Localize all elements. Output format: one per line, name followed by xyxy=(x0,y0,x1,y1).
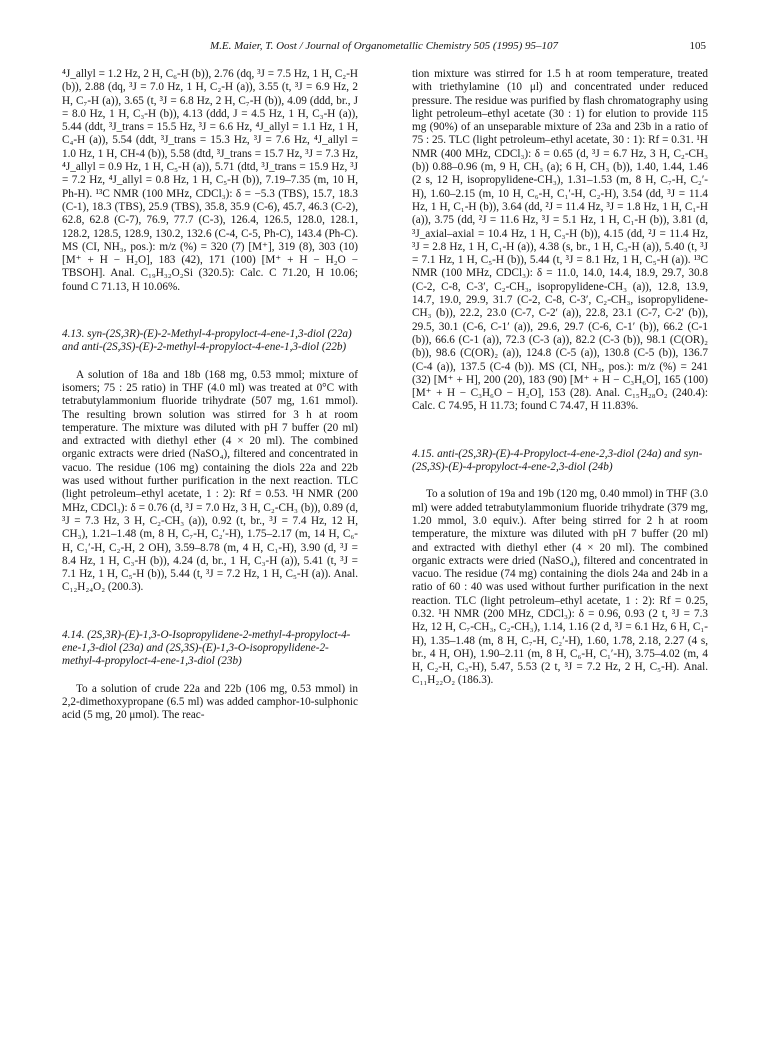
right-column xyxy=(412,68,708,688)
left-column xyxy=(62,68,358,722)
journal-citation: M.E. Maier, T. Oost / Journal of Organometallic Chemistry 505 (1995) 95–107 xyxy=(209,40,558,52)
section-heading-4-15: 4.15. anti-(2S,3R)-(E)-4-Propyloct-4-ene-2,3-diol (24a) and syn-(2S,3S)-(E)-4-propyloct-4-ene-2,3-diol (24b) xyxy=(412,447,703,474)
section-heading-4-13: 4.13. syn-(2S,3R)-(E)-2-Methyl-4-propyloct-4-ene-1,3-diol (22a) and anti-(2S,3S)-(E)-2-methyl-4-propyloct-4-ene-1,3-diol (22b) xyxy=(62,328,352,354)
continued-paragraph: ⁴J_allyl = 1.2 Hz, 2 H, C₆-H (b)), 2.76 (dq, ³J = 7.5 Hz, 1 H, C₂-H (b)), 2.88 (dq, ³J = 7.0 Hz, 1 H, C₂-H (a)), 3.55 (t, ³J = 6.9 Hz, 2 H, C₇-H (a)), 3.65 (t, ³J = 6.8 Hz, 2 H, C₇-H (b)), 4.09 (ddd, br., J = 8.0 Hz, 1 H, C₃-H (b)), 4.13 (ddd, J = 4.5 Hz, 1 H, C₃-H (a)), 5.44 (ddt, ³J_trans = 15.5 Hz, ³J = 6.6 Hz, ⁴J_allyl = 1.1 Hz, 1 H, C₄-H (a)), 5.54 (ddt, ³J_trans = 15.3 Hz, ³J = 7.6 Hz, ⁴J_allyl = 1.0 Hz, 1 H, CH-4 (b)), 5.58 (dtd, ³J_trans = 15.7 Hz, ³J = 7.3 Hz, ⁴J_allyl = 0.9 Hz, 1 H, C₅-H (a)), 5.71 (dtd, ³J_trans = 15.9 Hz, ³J = 7.2 Hz, ⁴J_allyl = 0.8 Hz, 1 H, C₅-H (b)), 7.19–7.35 (m, 10 H, Ph-H). ¹³C NMR (100 MHz, CDCl₃): δ = −5.3 (TBS), 15.7, 18.3 (C-1), 18.3 (TBS), 25.9 (TBS), 35.8, 35.9 (C-6), 45.7, 46.3 (C-2), 62.8, 62.8 (C-7), 76.9, 77.7 (C-3), 126.4, 126.5, 128.0, 128.1, 128.2, 128.5, 128.9, 130.2, 132.6 (C-4, C-5, Ph-C), 143.4 (Ph-C). MS (CI, NH₃, pos.): m/z (%) = 320 (7) [M⁺], 319 (8), 303 (10) [M⁺ + H − H₂O], 183 (42), 171 (100) [M⁺ + H − H₂O − TBSOH]. Anal. C₁₉H₃₂O₂Si (320.5): Calc. C 71.20, H 10.06; found C 71.13, H 10.06%. xyxy=(62,68,358,293)
page-number: 105 xyxy=(689,40,706,52)
section-body-4-13: A solution of 18a and 18b (168 mg, 0.53 mmol; mixture of isomers; 75 : 25 ratio) in THF (4.0 ml) was treated at 0°C with tetrabutylammonium fluoride trihydrate (507 mg, 1.61 mmol). The resulting brown solution was stirred for 3 h at room temperature. The mixture was diluted with pH 7 buffer (20 ml) and extracted with diethyl ether (4 × 20 ml). The combined organic extracts were dried (NaSO₄), filtered and concentrated in vacuo. The residue (106 mg) containing the diols 22a and 22b was used without further purification in the next reaction. TLC (light petroleum–ethyl acetate, 1 : 2): Rf = 0.53. ¹H NMR (200 MHz, CDCl₃): δ = 0.76 (d, ³J = 7.0 Hz, 3 H, C₂-CH₃ (b)), 0.89 (d, ³J = 7.3 Hz, 3 H, C₂-CH₃ (a)), 0.92 (t, br., ³J = 7.4 Hz, 12 H, CH₃), 1.21–1.48 (m, 8 H, C₇-H, C₂′-H), 1.75–2.17 (m, 14 H, C₆-H, C₁′-H, C₂-H, 2 OH), 3.59–8.78 (m, 4 H, C₁-H), 3.90 (d, ³J = 8.4 Hz, 1 H, C₃-H (b)), 4.24 (d, br., 1 H, C₃-H (a)), 5.41 (t, ³J = 7.1 Hz, 1 H, C₅-H (b)), 5.44 (t, ³J = 7.2 Hz, 1 H, C₅-H (a)). Anal. C₁₂H₂₄O₂ (200.3). xyxy=(62,368,358,594)
section-body-4-14: To a solution of crude 22a and 22b (106 mg, 0.53 mmol) in 2,2-dimethoxypropane (6.5 ml) was added camphor-10-sulphonic acid (5 mg, 20 μmol). The reac- xyxy=(62,682,358,722)
section-heading-4-14: 4.14. (2S,3R)-(E)-1,3-O-Isopropylidene-2-methyl-4-propyloct-4-ene-1,3-diol (23a) and (2S,3S)-(E)-1,3-O-isopropylidene-2-methyl-4-propyloct-4-ene-1,3-diol (23b) xyxy=(62,628,351,668)
continued-paragraph-right: tion mixture was stirred for 1.5 h at room temperature, treated with triethylamine (10 μl) and concentrated under reduced pressure. The residue was purified by flash chromatography using light petroleum–ethyl acetate (30 : 1) for elution to provide 115 mg (90%) of an unseparable mixture of 23a and 23b in a ratio of 75 : 25. TLC (light petroleum–ethyl acetate, 30 : 1): Rf = 0.31. ¹H NMR (400 MHz, CDCl₃): δ = 0.65 (d, ³J = 6.7 Hz, 3 H, C₂-CH₃ (b)) 0.88–0.96 (m, 9 H, CH₃ (a); 6 H, CH₃ (b)), 1.40, 1.44, 1.46 (2 s, 12 H, isopropylidene-CH₃), 1.31–1.53 (m, 8 H, C₇-H, C₂′-H), 1.60–2.15 (m, 10 H, C₆-H, C₁′-H, C₂-H), 3.54 (dd, ³J = 11.4 Hz, 1 H, C₁-H (b)), 3.64 (dd, ²J = 11.4 Hz, ³J = 1.8 Hz, 1 H, C₁-H (a)), 3.75 (dd, ²J = 11.6 Hz, ³J = 5.1 Hz, 1 H, C₁-H (b)), 3.81 (d, ³J_axial–axial = 10.4 Hz, 1 H, C₃-H (b)), 4.15 (dd, ²J = 11.4 Hz, ³J = 2.8 Hz, 1 H, C₁-H (a)), 4.38 (s, br., 1 H, C₃-H (a)), 5.40 (t, ³J = 7.1 Hz, 1 H, C₅-H (b)), 5.44 (t, ³J = 8.1 Hz, 1 H, C₅-H (a)). ¹³C NMR (100 MHz, CDCl₃): δ = 11.0, 14.0, 14.4, 18.9, 29.7, 30.8 (C-2, C-8, C-3′, C₂-CH₃, isopropylidene-CH₃ (a)), 12.8, 13.9, 14.7, 19.0, 29.9, 31.7 (C-2, C-8, C-3′, C₂-CH₃, isopropylidene-CH₃ (b)), 22.2, 23.0 (C-7, C-2′ (a)), 22.8, 23.1 (C-7, C-2′ (b)), 29.5, 30.1 (C-6, C-1′ (a)), 29.6, 29.7 (C-6, C-1′ (b)), 66.2 (C-1 (b)), 66.6 (C-1 (a)), 72.3 (C-3 (a)), 82.2 (C-3 (b)), 98.1 (C(OR)₂ (b)), 98.6 (C(OR)₂ (a)), 124.8 (C-5 (a)), 130.8 (C-5 (b)), 136.7 (C-4 (a)), 137.5 (C-4 (b)). MS (CI, NH₃, pos.): m/z (%) = 241 (32) [M⁺ + H], 200 (20), 183 (90) [M⁺ + H − C₃H₆O], 165 (100) [M⁺ + H − C₃H₆O − H₂O], 153 (28). Anal. C₁₅H₂₈O₂ (240.4): Calc. C 74.95, H 11.73; found C 74.47, H 11.83%. xyxy=(412,68,708,413)
section-body-4-15: To a solution of 19a and 19b (120 mg, 0.40 mmol) in THF (3.0 ml) were added tetrabutylammonium fluoride trihydrate (379 mg, 1.20 mmol, 3.0 equiv.). After being stirred for 2 h at room temperature, the mixture was diluted with pH 7 buffer (20 ml) and extracted with diethyl ether (4 × 20 ml). The combined organic extracts were dried (NaSO₄), filtered and concentrated in vacuo. The residue (74 mg) containing the diols 24a and 24b in a ratio of 60 : 40 was used without further purification in the next reaction. TLC (light petroleum–ethyl acetate, 1 : 2): Rf = 0.25, 0.32. ¹H NMR (200 MHz, CDCl₃): δ = 0.96, 0.93 (2 t, ³J = 7.3 Hz, 12 H, C₇-CH₃, C₂-CH₃), 1.14, 1.16 (2 d, ³J = 6.1 Hz, 6 H, C₁-H), 1.35–1.48 (m, 8 H, C₇-H, C₂′-H), 1.60, 1.78, 2.18, 2.27 (4 s, br., 4 H, OH), 1.90–2.11 (m, 8 H, C₆-H, C₁′-H), 3.75–4.02 (m, 4 H, C₂-H, C₃-H), 5.47, 5.53 (2 t, ³J = 7.2 Hz, 2 H, C₅-H). Anal. C₁₁H₂₂O₂ (186.3). xyxy=(412,488,708,687)
